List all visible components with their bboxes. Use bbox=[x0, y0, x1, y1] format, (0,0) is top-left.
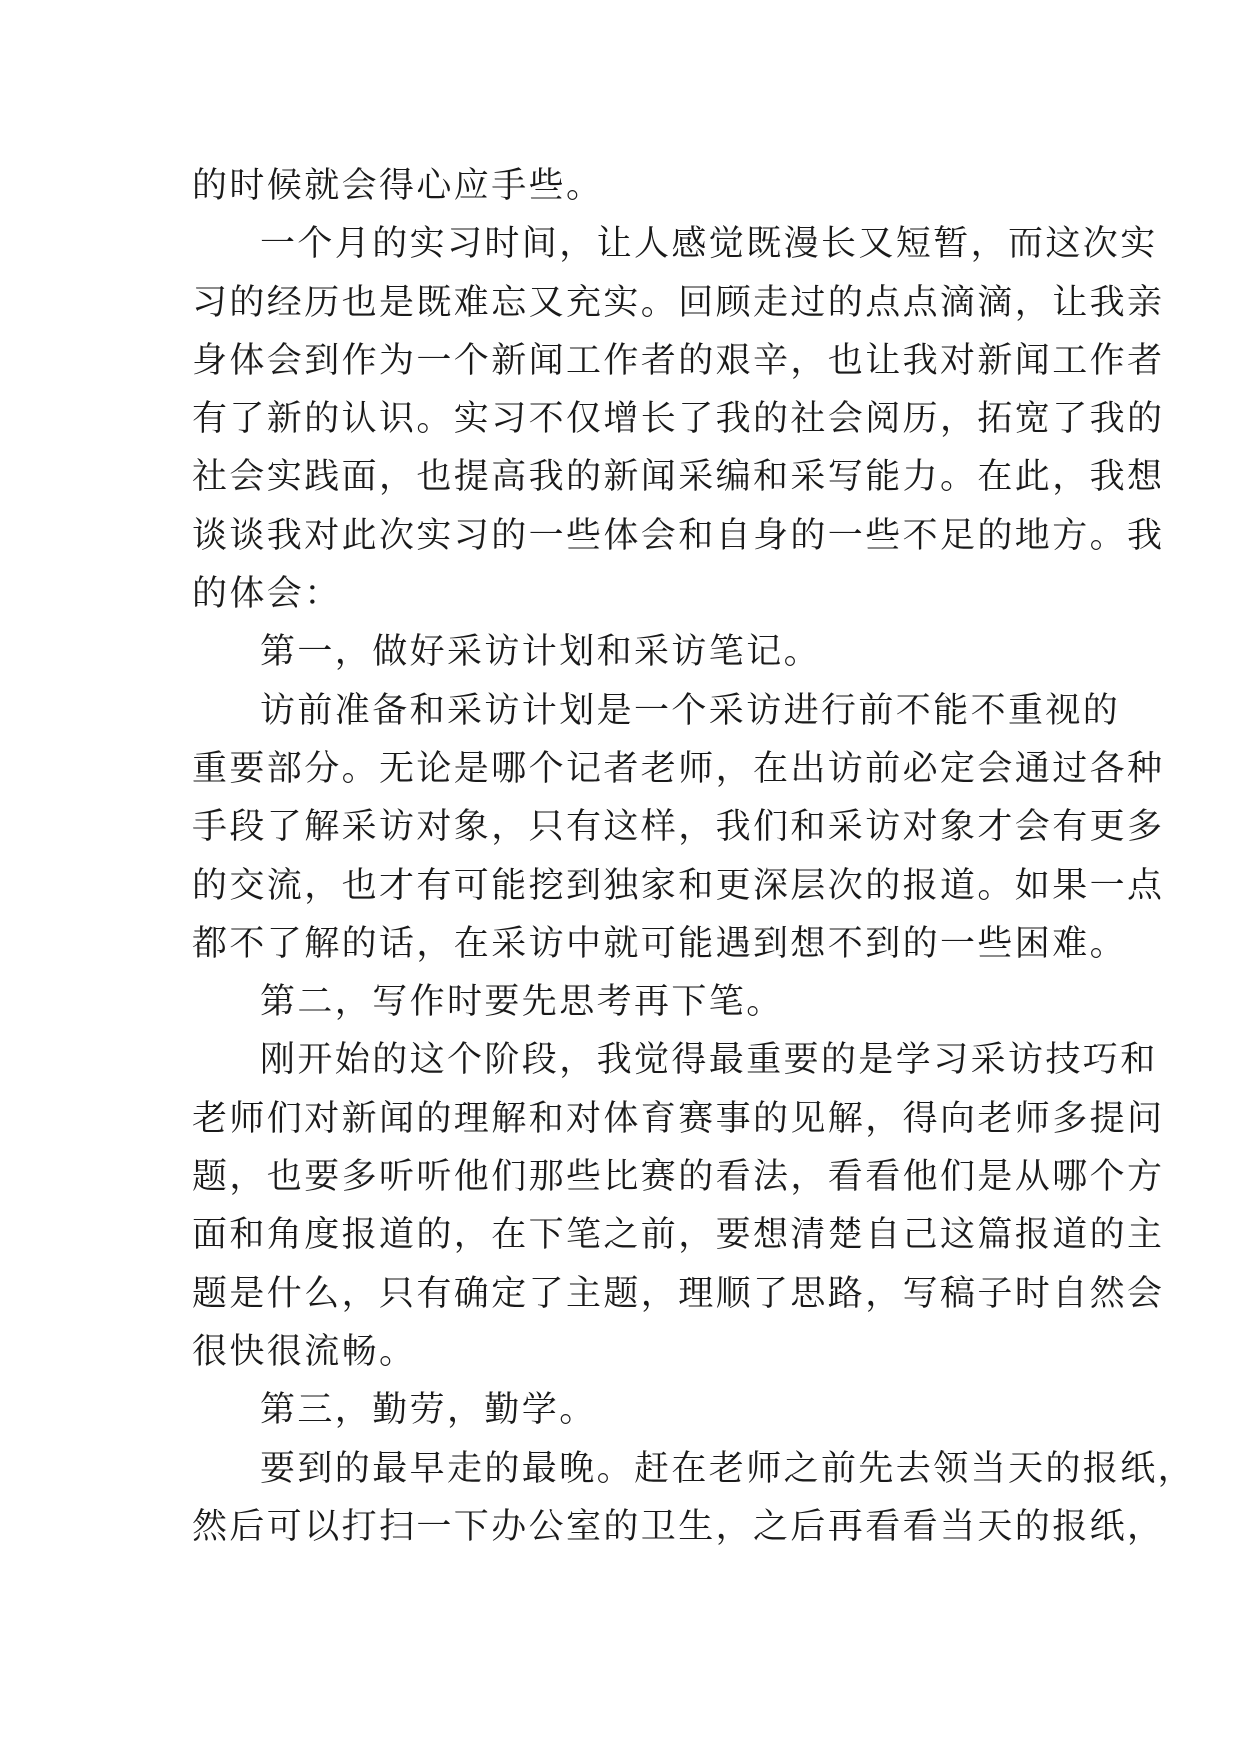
text-line: 谈谈我对此次实习的一些体会和自身的一些不足的地方。我 bbox=[192, 515, 1165, 556]
text-line: 面和角度报道的，在下笔之前，要想清楚自己这篇报道的主 bbox=[192, 1215, 1165, 1256]
section-heading-1: 第一，做好采访计划和采访笔记。 bbox=[260, 632, 822, 673]
text-line: 然后可以打扫一下办公室的卫生，之后再看看当天的报纸， bbox=[192, 1506, 1165, 1547]
text-line: 题，也要多听听他们那些比赛的看法，看看他们是从哪个方 bbox=[192, 1157, 1165, 1198]
text-line: 习的经历也是既难忘又充实。回顾走过的点点滴滴，让我亲 bbox=[192, 282, 1165, 323]
text-line: 题是什么，只有确定了主题，理顺了思路，写稿子时自然会 bbox=[192, 1273, 1165, 1314]
text-line: 刚开始的这个阶段，我觉得最重要的是学习采访技巧和 bbox=[260, 1040, 1158, 1081]
text-line: 手段了解采访对象，只有这样，我们和采访对象才会有更多 bbox=[192, 807, 1165, 848]
text-line: 的交流，也才有可能挖到独家和更深层次的报道。如果一点 bbox=[192, 865, 1165, 906]
body-text bbox=[192, 157, 1196, 1556]
text-line: 重要部分。无论是哪个记者老师，在出访前必定会通过各种 bbox=[192, 748, 1165, 789]
text-line: 有了新的认识。实习不仅增长了我的社会阅历，拓宽了我的 bbox=[192, 399, 1165, 440]
text-line: 要到的最早走的最晚。赶在老师之前先去领当天的报纸， bbox=[260, 1448, 1196, 1489]
text-line: 老师们对新闻的理解和对体育赛事的见解，得向老师多提问 bbox=[192, 1098, 1165, 1139]
text-line: 都不了解的话，在采访中就可能遇到想不到的一些困难。 bbox=[192, 923, 1128, 964]
text-line: 一个月的实习时间，让人感觉既漫长又短暂，而这次实 bbox=[260, 224, 1158, 265]
text-line: 访前准备和采访计划是一个采访进行前不能不重视的 bbox=[260, 690, 1121, 731]
text-line: 的时候就会得心应手些。 bbox=[192, 166, 604, 206]
section-heading-3: 第三，勤劳，勤学。 bbox=[260, 1390, 597, 1431]
text-line: 很快很流畅。 bbox=[192, 1331, 417, 1372]
text-line: 的体会： bbox=[192, 574, 342, 615]
section-heading-2: 第二，写作时要先思考再下笔。 bbox=[260, 982, 784, 1023]
text-line: 社会实践面，也提高我的新闻采编和采写能力。在此，我想 bbox=[192, 457, 1165, 498]
text-line: 身体会到作为一个新闻工作者的艰辛，也让我对新闻工作者 bbox=[192, 340, 1165, 381]
